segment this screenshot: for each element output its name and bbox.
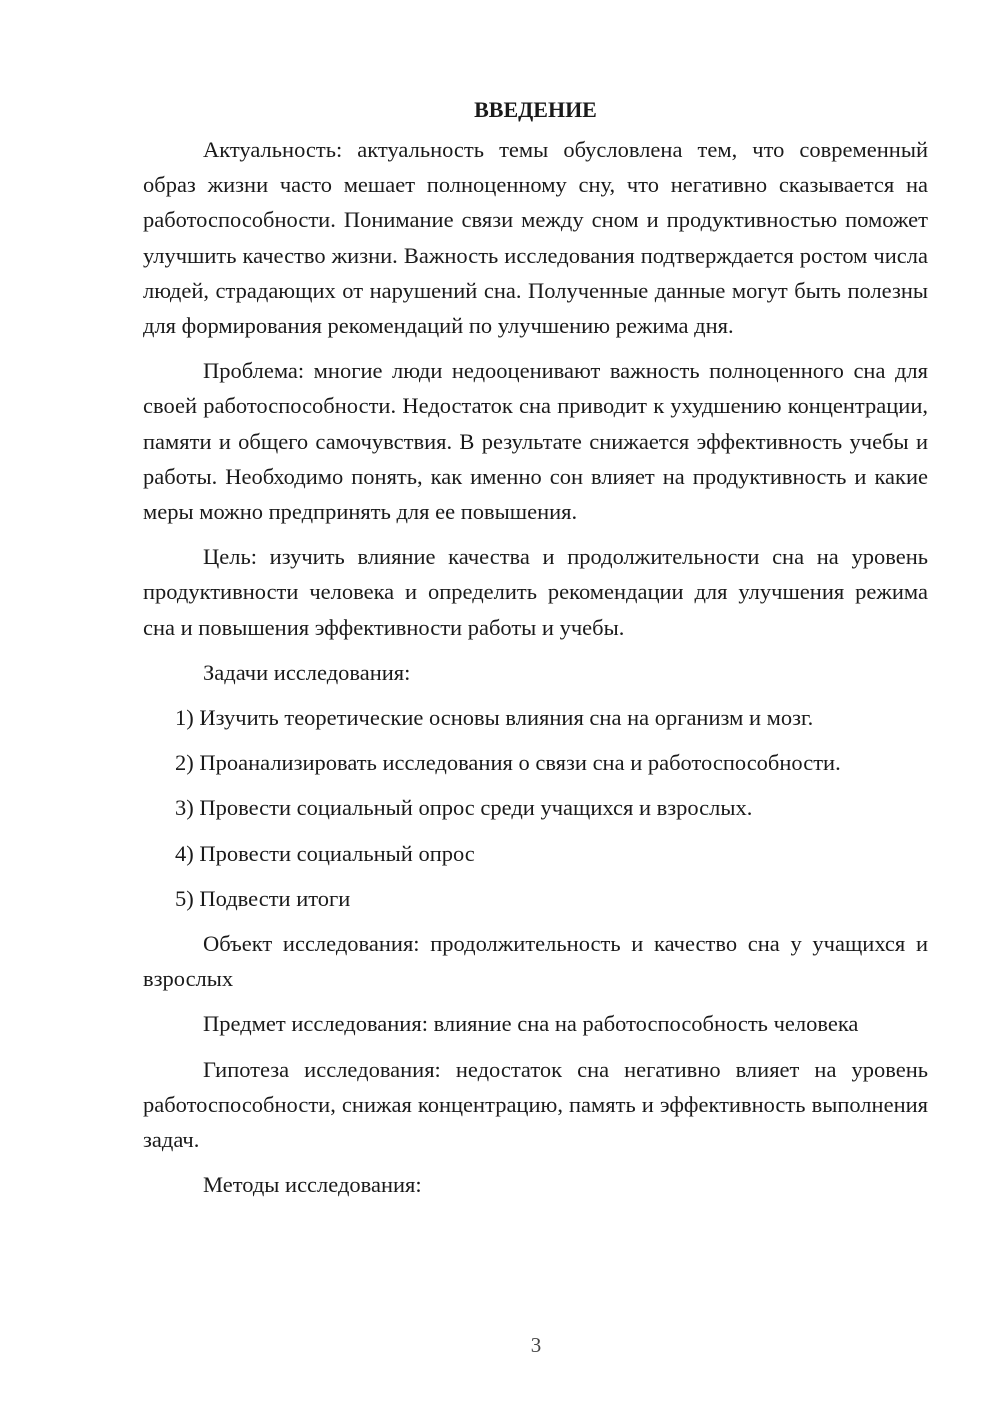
task-item: 1) Изучить теоретические основы влияния сна на организм и мозг. (175, 705, 814, 731)
page-number: 3 (530, 1333, 542, 1357)
task-item: 3) Провести социальный опрос среди учащихся и взрослых. (175, 795, 753, 821)
task-item: 5) Подвести итоги (175, 885, 351, 911)
paragraph-object: Объект исследования: продолжительность и качество сна у учащихся и взрослых (143, 931, 928, 992)
paragraph-hypothesis: Гипотеза исследования: недостаток сна негативно влияет на уровень работоспособности, снижая концентрацию, память и эффективность выполнения задач. (143, 1056, 928, 1153)
document-page (143, 92, 928, 1202)
section-title: ВВЕДЕНИЕ (474, 97, 597, 122)
paragraph-goal: Цель: изучить влияние качества и продолжительности сна на уровень продуктивности человека и определить рекомендации для улучшения режима сна и повышения эффективности работы и учебы. (143, 544, 928, 640)
tasks-heading: Задачи исследования: (203, 659, 411, 685)
paragraph-subject: Предмет исследования: влияние сна на работоспособность человека (203, 1011, 859, 1037)
task-item: 4) Провести социальный опрос (175, 840, 475, 866)
methods-heading: Методы исследования: (203, 1172, 422, 1198)
paragraph-problem: Проблема: многие люди недооценивают важность полноценного сна для своей работоспособности. Недостаток сна приводит к ухудшению концентрации, памяти и общего самочувствия. В результате снижается эффективность учебы и работы. Необходимо понять, как именно сон влияет на продуктивность и какие меры можно предпринять для ее повышения. (143, 358, 928, 525)
paragraph-relevance: Актуальность: актуальность темы обусловлена тем, что современный образ жизни часто мешает полноценному сну, что негативно сказывается на работоспособности. Понимание связи между сном и продуктивностью поможет улучшить качество жизни. Важность исследования подтверждается ростом числа людей, страдающих от нарушений сна. Полученные данные могут быть полезны для формирования рекомендаций по улучшению режима дня. (143, 137, 928, 339)
task-item: 2) Проанализировать исследования о связи сна и работоспособности. (175, 750, 841, 776)
